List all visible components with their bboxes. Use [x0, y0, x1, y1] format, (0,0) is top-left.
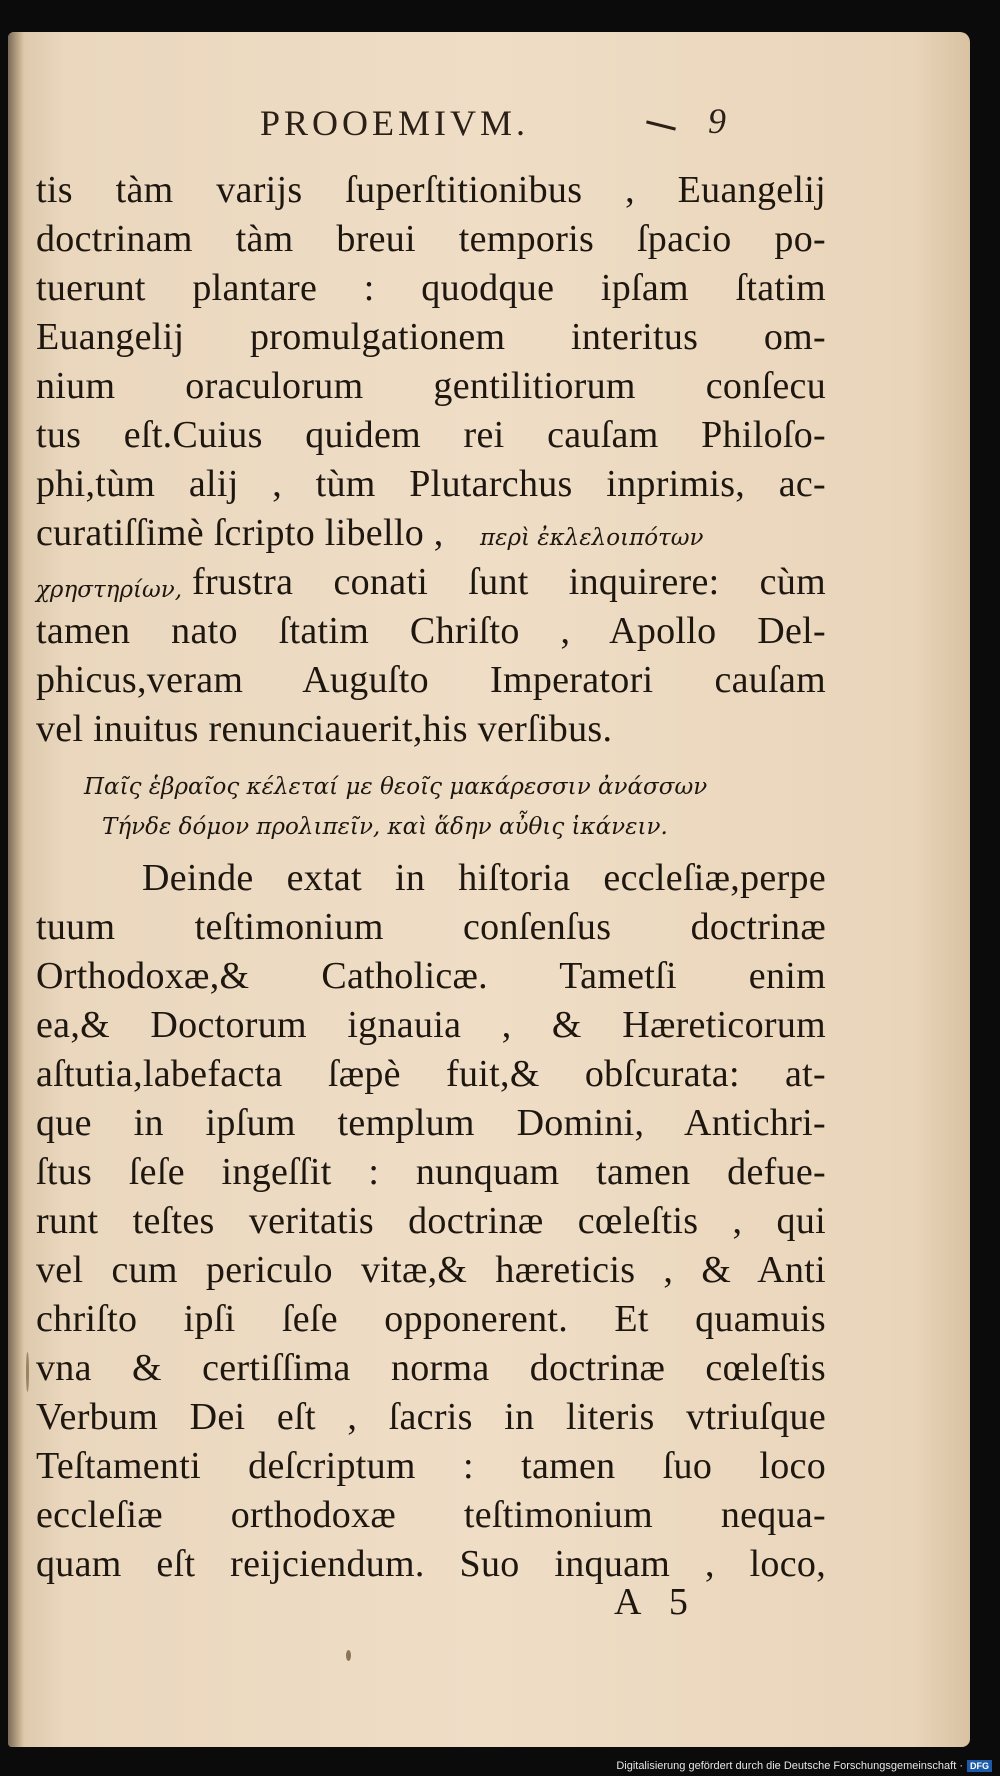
text-line: vna & certiſſima norma doctrinæ cœleſtis [36, 1347, 826, 1389]
text-line: tus eſt.Cuius quidem rei cauſam Philoſo- [36, 414, 826, 456]
text-line: frustra conati ſunt inquirere: cùm [192, 561, 826, 603]
text-line: chriſto ipſi ſeſe opponerent. Et quamuis [36, 1298, 826, 1340]
running-head: PROOEMIVM. [260, 103, 530, 143]
binding-shadow [8, 32, 24, 1747]
book-page [8, 32, 970, 1747]
text-line: doctrinam tàm breui temporis ſpacio po- [36, 218, 826, 260]
text-line: aſtutia,labefacta ſæpè fuit,& obſcurata: at- [36, 1053, 826, 1095]
text-line: quam eſt reijciendum. Suo inquam , loco, [36, 1543, 826, 1585]
greek-title-continued: χρηστηρίων, [36, 577, 183, 603]
page-number: 9 [708, 101, 726, 141]
text-line: Teſtamenti deſcriptum : tamen ſuo loco [36, 1445, 826, 1487]
text-line: Deinde extat in hiſtoria eccleſiæ,perpe [142, 857, 826, 899]
greek-title: περὶ ἐκλελοιπότων [480, 525, 704, 551]
text-line: eccleſiæ orthodoxæ teſtimonium nequa- [36, 1494, 826, 1536]
text-line: Verbum Dei eſt , ſacris in literis vtriuſque [36, 1396, 826, 1438]
text-line: phi,tùm alij , tùm Plutarchus inprimis, ac- [36, 463, 826, 505]
text-line: nium oraculorum gentilitiorum conſecu [36, 365, 826, 407]
credit-text: Digitalisierung gefördert durch die Deutsche Forschungsgemeinschaft · [616, 1760, 963, 1772]
text-line: que in ipſum templum Domini, Antichri- [36, 1102, 826, 1144]
text-line: tuerunt plantare : quodque ipſam ſtatim [36, 267, 826, 309]
text-line: vel cum periculo vitæ,& hæreticis , & Anti [36, 1249, 826, 1291]
digitization-credit [616, 1760, 992, 1772]
greek-verse-1: Παῖς ἑβραῖος κέλεταί με θεοῖς μακάρεσσιν ἀνάσσων [84, 774, 708, 800]
dfg-logo: DFG [967, 1760, 992, 1772]
text-line: curatiſſimè ſcripto libello , [36, 512, 444, 554]
greek-verse-2: Τήνδε δόμον προλιπεῖν, καὶ ἅδην αὖθις ἱκάνειν. [102, 814, 668, 840]
header-ornament [646, 120, 676, 130]
paper-stain [346, 1650, 351, 1661]
text-line: Orthodoxæ,& Catholicæ. Tametſi enim [36, 955, 826, 997]
signature-mark: A 5 [614, 1581, 698, 1623]
text-line: Euangelij promulgationem interitus om- [36, 316, 826, 358]
text-line: vel inuitus renunciauerit,his verſibus. [36, 708, 613, 750]
text-line: tis tàm varijs ſuperſtitionibus , Euangelij [36, 169, 826, 211]
text-line: ſtus ſeſe ingeſſit : nunquam tamen defue- [36, 1151, 826, 1193]
text-line: phicus,veram Auguſto Imperatori cauſam [36, 659, 826, 701]
text-line: runt teſtes veritatis doctrinæ cœleſtis , qui [36, 1200, 826, 1242]
text-line: tamen nato ſtatim Chriſto , Apollo Del- [36, 610, 826, 652]
text-line: ea,& Doctorum ignauia , & Hæreticorum [36, 1004, 826, 1046]
page-header [8, 98, 970, 158]
paper-stain [26, 1352, 29, 1392]
text-line: tuum teſtimonium conſenſus doctrinæ [36, 906, 826, 948]
